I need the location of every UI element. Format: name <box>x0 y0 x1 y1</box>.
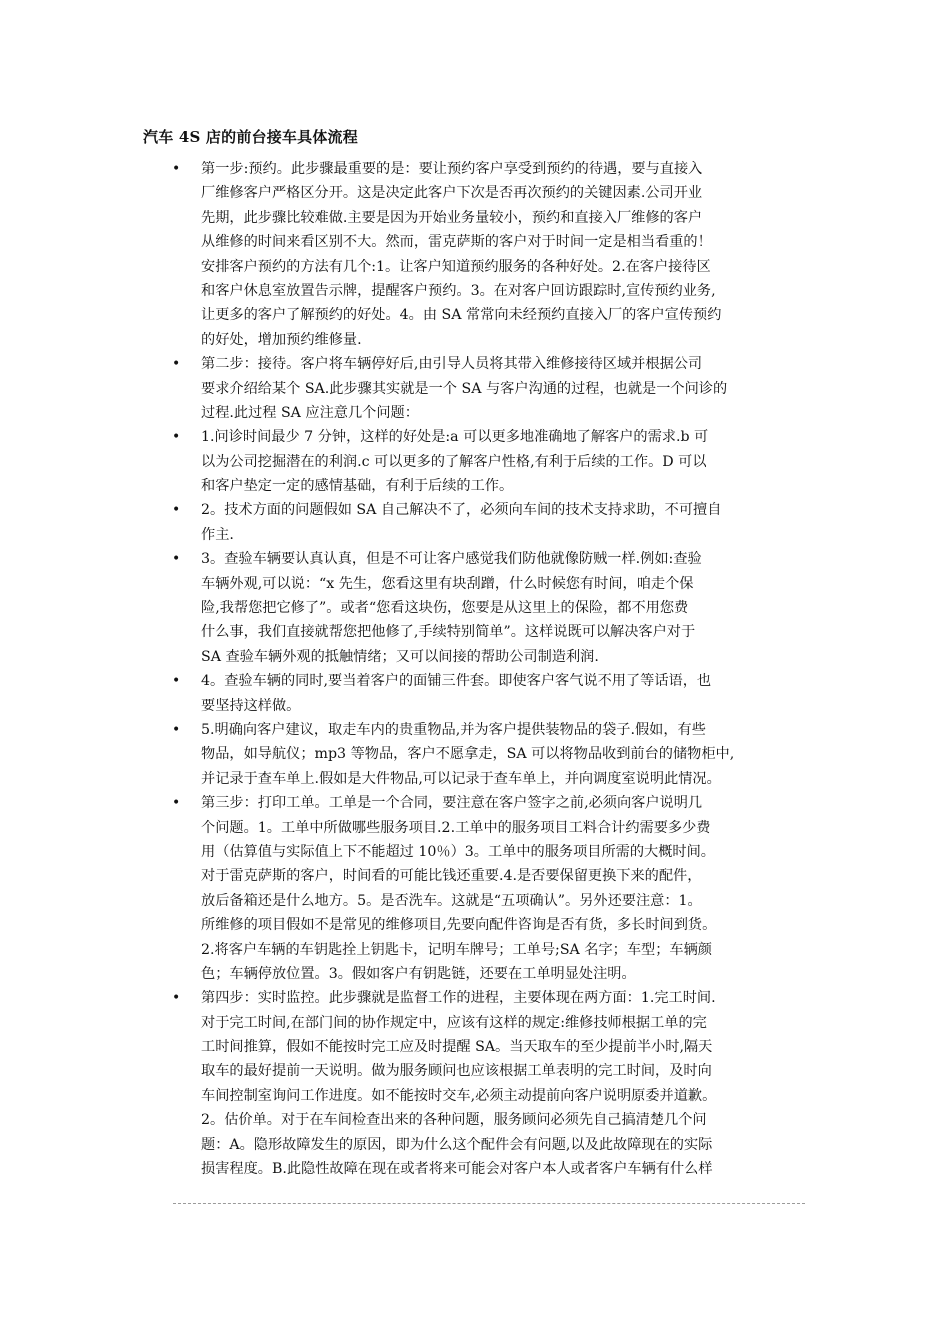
paragraph-line: 2.将客户车辆的车钥匙拴上钥匙卡，记明车牌号；工单号;SA 名字；车型；车辆颜 <box>201 941 712 958</box>
step-paragraph <box>201 669 841 718</box>
step-bullet-list <box>0 157 950 1181</box>
step-paragraph <box>201 547 841 669</box>
paragraph-line: 并记录于查车单上.假如是大件物品,可以记录于查车单上，并向调度室说明此情况。 <box>201 770 721 787</box>
paragraph-line: 和客户休息室放置告示牌，提醒客户预约。3。在对客户回访跟踪时,宣传预约业务, <box>201 282 716 299</box>
step-list-item <box>0 718 950 791</box>
paragraph-line: 5.明确向客户建议，取走车内的贵重物品,并为客户提供装物品的袋子.假如，有些 <box>201 721 706 738</box>
paragraph-line: 什么事，我们直接就帮您把他修了,手续特别简单”。这样说既可以解决客户对于 <box>201 624 696 641</box>
paragraph-line: 让更多的客户了解预约的好处。4。由 SA 常常向未经预约直接入厂的客户宣传预约 <box>201 307 722 324</box>
paragraph-line: 第三步：打印工单。工单是一个合同，要注意在客户签字之前,必须向客户说明几 <box>201 795 703 812</box>
paragraph-line: 作主. <box>201 526 234 543</box>
paragraph-line: 第一步:预约。此步骤最重要的是：要让预约客户享受到预约的待遇，要与直接入 <box>201 161 703 177</box>
paragraph-line: 工时间推算，假如不能按时完工应及时提醒 SA。当天取车的至少提前半小时,隔天 <box>201 1039 713 1056</box>
paragraph-line: 先期，此步骤比较难做.主要是因为开始业务量较小，预约和直接入厂维修的客户 <box>201 209 703 226</box>
step-list-item <box>0 157 950 352</box>
paragraph-line: 4。查验车辆的同时,要当着客户的面铺三件套。即使客户客气说不用了等话语，也 <box>201 673 712 690</box>
paragraph-line: 要求介绍给某个 SA.此步骤其实就是一个 SA 与客户沟通的过程，也就是一个问诊的 <box>201 380 728 397</box>
paragraph-line: 题：A。隐形故障发生的原因，即为什么这个配件会有问题,以及此故障现在的实际 <box>201 1136 713 1153</box>
step-paragraph <box>201 986 841 1181</box>
bullet-dot-icon: • <box>172 990 181 1007</box>
bullet-dot-icon: • <box>172 356 181 373</box>
paragraph-line: 1.问诊时间最少 7 分钟，这样的好处是:a 可以更多地准确地了解客户的需求.b 可 <box>201 429 709 446</box>
paragraph-line: 2。技术方面的问题假如 SA 自己解决不了，必须向车间的技术支持求助，不可擅自 <box>201 502 722 519</box>
bullet-dot-icon: • <box>172 721 181 738</box>
bullet-dot-icon: • <box>172 161 181 177</box>
paragraph-line: 取车的最好提前一天说明。做为服务顾问也应该根据工单表明的完工时间，及时向 <box>201 1063 712 1080</box>
bullet-dot-icon: • <box>172 551 181 568</box>
paragraph-line: 个问题。1。工单中所做哪些服务项目.2.工单中的服务项目工料合计约需要多少费 <box>201 819 711 836</box>
step-paragraph <box>201 718 841 791</box>
paragraph-line: 放后备箱还是什么地方。5。是否洗车。这就是“五项确认”。另外还要注意：1。 <box>201 892 702 909</box>
paragraph-line: 物品，如导航仪；mp3 等物品，客户不愿拿走，SA 可以将物品收到前台的储物柜中, <box>201 746 735 763</box>
step-paragraph <box>201 157 841 352</box>
paragraph-line: 2。估价单。对于在车间检查出来的各种问题，服务顾问必须先自己搞清楚几个问 <box>201 1112 707 1129</box>
paragraph-line: 过程.此过程 SA 应注意几个问题： <box>201 404 419 421</box>
bullet-dot-icon: • <box>172 502 181 519</box>
paragraph-line: 所维修的项目假如不是常见的维修项目,先要向配件咨询是否有货，多长时间到货。 <box>201 917 717 934</box>
paragraph-line: 车辆外观,可以说：“x 先生，您看这里有块刮蹭，什么时候您有时间，咱走个保 <box>201 575 694 592</box>
paragraph-line: 以为公司挖掘潜在的利润.c 可以更多的了解客户性格,有利于后续的工作。D 可以 <box>201 453 707 470</box>
bullet-dot-icon: • <box>172 795 181 812</box>
paragraph-line: 从维修的时间来看区别不大。然而，雷克萨斯的客户对于时间一定是相当看重的！ <box>201 234 712 251</box>
step-paragraph <box>201 498 841 547</box>
paragraph-line: 厂维修客户严格区分开。这是决定此客户下次是否再次预约的关键因素.公司开业 <box>201 185 703 202</box>
step-list-item <box>0 425 950 498</box>
paragraph-line: 对于雷克萨斯的客户，时间看的可能比钱还重要.4.是否要保留更换下来的配件， <box>201 868 702 885</box>
paragraph-line: 的好处，增加预约维修量. <box>201 331 362 348</box>
step-list-item <box>0 669 950 718</box>
step-paragraph <box>201 791 841 986</box>
bullet-dot-icon: • <box>172 673 181 690</box>
step-paragraph <box>201 352 841 425</box>
bullet-dot-icon: • <box>172 429 181 446</box>
paragraph-line: 3。查验车辆要认真认真，但是不可让客户感觉我们防他就像防贼一样.例如:查验 <box>201 551 702 568</box>
step-list-item <box>0 498 950 547</box>
document-title: 汽车 4S 店的前台接车具体流程 <box>143 128 358 146</box>
paragraph-line: 要坚持这样做。 <box>201 697 301 714</box>
paragraph-line: 车间控制室询问工作进度。如不能按时交车,必须主动提前向客户说明原委并道歉。 <box>201 1087 717 1104</box>
paragraph-line: 安排客户预约的方法有几个:1。让客户知道预约服务的各种好处。2.在客户接待区 <box>201 258 711 275</box>
paragraph-line: SA 查验车辆外观的抵触情绪；又可以间接的帮助公司制造利润. <box>201 648 599 665</box>
paragraph-line: 第二步：接待。客户将车辆停好后,由引导人员将其带入维修接待区域并根据公司 <box>201 356 703 373</box>
paragraph-line: 和客户垫定一定的感情基础，有利于后续的工作。 <box>201 478 514 495</box>
paragraph-line: 第四步：实时监控。此步骤就是监督工作的进程，主要体现在两方面：1.完工时间. <box>201 990 716 1007</box>
step-list-item <box>0 791 950 986</box>
paragraph-line: 损害程度。B.此隐性故障在现在或者将来可能会对客户本人或者客户车辆有什么样 <box>201 1161 713 1178</box>
step-list-item <box>0 547 950 669</box>
paragraph-line: 对于完工时间,在部门间的协作规定中，应该有这样的规定:维修技师根据工单的完 <box>201 1014 707 1031</box>
paragraph-line: 险,我帮您把它修了”。或者“您看这块伤，您要是从这里上的保险，都不用您费 <box>201 600 689 617</box>
step-list-item <box>0 352 950 425</box>
page-footer-dashed-rule <box>173 1203 805 1204</box>
step-paragraph <box>201 425 841 498</box>
paragraph-line: 用（估算值与实际值上下不能超过 10％）3。工单中的服务项目所需的大概时间。 <box>201 843 715 860</box>
step-list-item <box>0 986 950 1181</box>
paragraph-line: 色；车辆停放位置。3。假如客户有钥匙链，还要在工单明显处注明。 <box>201 965 636 982</box>
